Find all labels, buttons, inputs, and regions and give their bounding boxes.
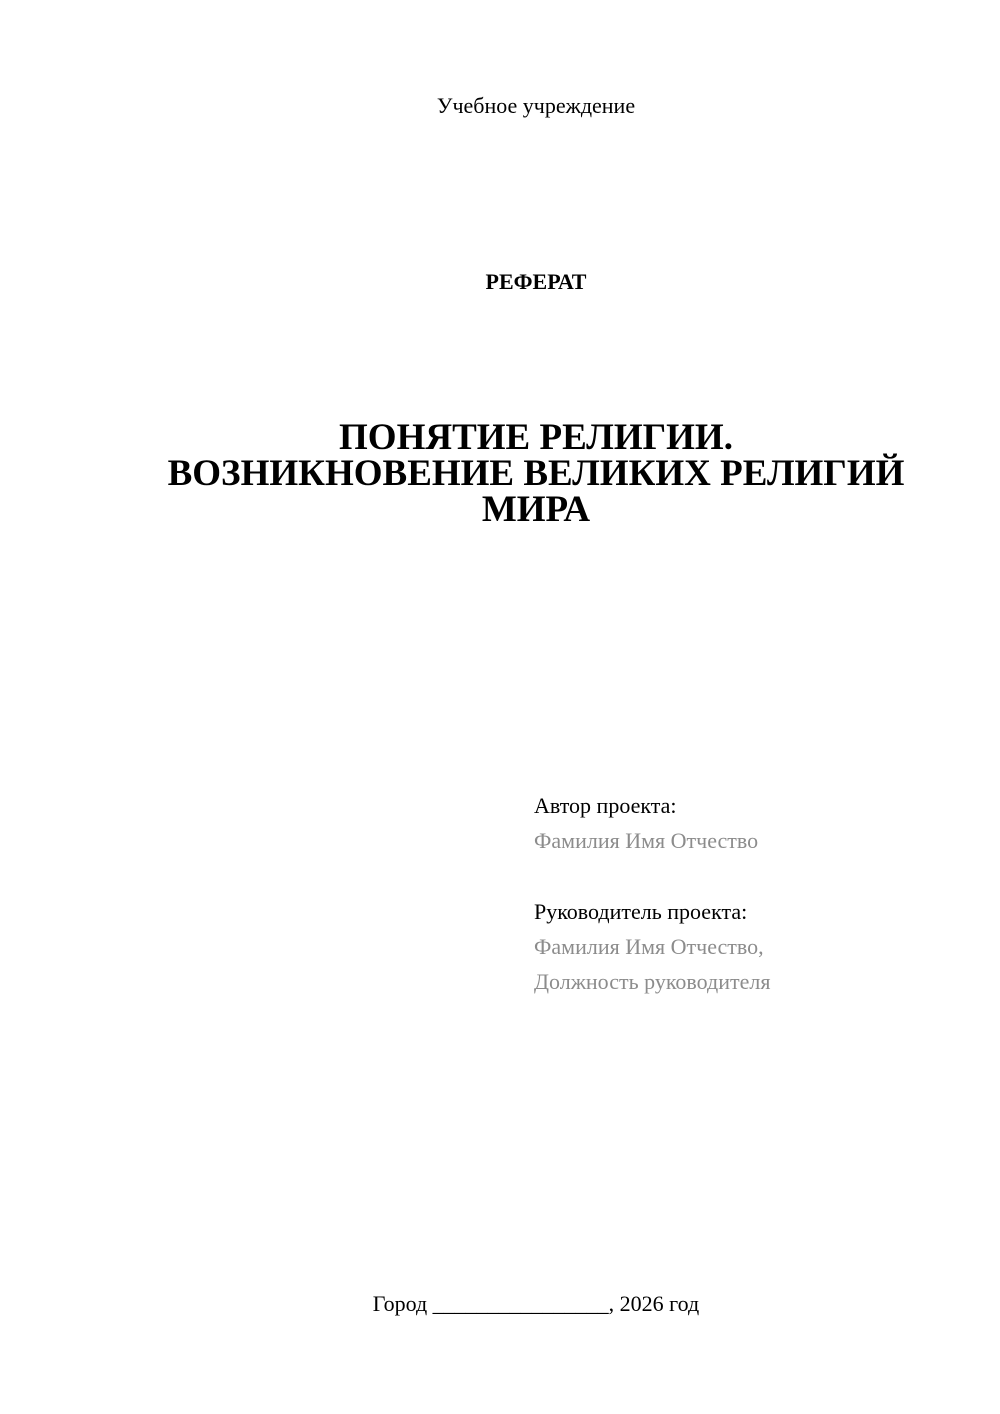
author-name: Фамилия Имя Отчество bbox=[534, 828, 759, 853]
title-line-2: ВОЗНИКНОВЕНИЕ ВЕЛИКИХ РЕЛИГИЙ bbox=[167, 453, 905, 494]
document-type: РЕФЕРАТ bbox=[485, 269, 587, 294]
city-blank-field: ________________ bbox=[432, 1291, 609, 1316]
city-year-line bbox=[0, 1290, 1000, 1318]
year-text: , 2026 год bbox=[608, 1291, 700, 1316]
author-label: Автор проекта: bbox=[534, 793, 677, 818]
title-line-1: ПОНЯТИЕ РЕЛИГИИ. bbox=[339, 417, 733, 458]
title-line-3: МИРА bbox=[481, 489, 591, 530]
supervisor-position: Должность руководителя bbox=[534, 969, 771, 994]
info-spacer bbox=[534, 858, 770, 894]
supervisor-label: Руководитель проекта: bbox=[534, 899, 748, 924]
project-info-block bbox=[534, 788, 770, 999]
document-title bbox=[0, 417, 1000, 530]
institution-name: Учебное учреждение bbox=[436, 93, 636, 118]
supervisor-name: Фамилия Имя Отчество, bbox=[534, 934, 764, 959]
city-label: Город bbox=[372, 1291, 428, 1316]
